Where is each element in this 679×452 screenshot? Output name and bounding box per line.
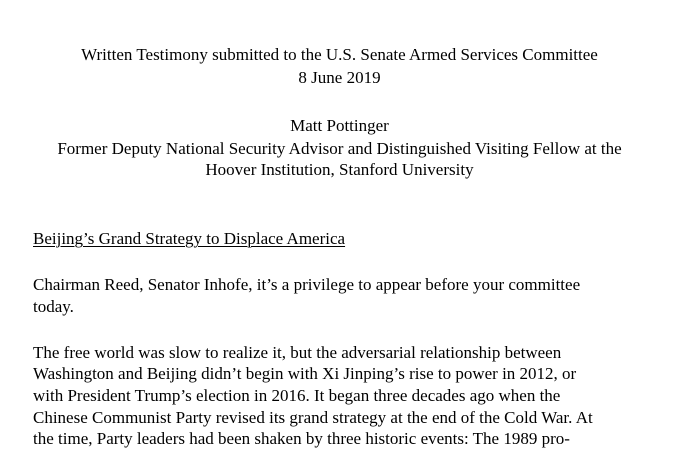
paragraph-1-line-2: today.: [33, 297, 74, 316]
paragraph-2-line-4: Chinese Communist Party revised its grand strategy at the end of the Cold War. At: [33, 408, 593, 427]
paragraph-1-line-1: Chairman Reed, Senator Inhofe, it’s a privilege to appear before your committee: [33, 275, 581, 294]
section-heading: Beijing’s Grand Strategy to Displace America: [33, 229, 346, 248]
author-name: Matt Pottinger: [290, 116, 389, 135]
paragraph-2-line-2: Washington and Beijing didn’t begin with Xi Jinping’s rise to power in 2012, or: [33, 364, 577, 383]
paragraph-2-line-1: The free world was slow to realize it, but the adversarial relationship between: [33, 343, 562, 362]
author-affiliation-line-2: Hoover Institution, Stanford University: [205, 160, 474, 179]
testimony-title: Written Testimony submitted to the U.S. Senate Armed Services Committee: [81, 45, 598, 64]
paragraph-2-line-3: with President Trump’s election in 2016. It began three decades ago when the: [33, 386, 561, 405]
paragraph-2-line-5: the time, Party leaders had been shaken by three historic events: The 1989 pro-: [33, 429, 570, 448]
author-affiliation-line-1: Former Deputy National Security Advisor and Distinguished Visiting Fellow at the: [57, 139, 622, 158]
testimony-date: 8 June 2019: [298, 68, 381, 87]
